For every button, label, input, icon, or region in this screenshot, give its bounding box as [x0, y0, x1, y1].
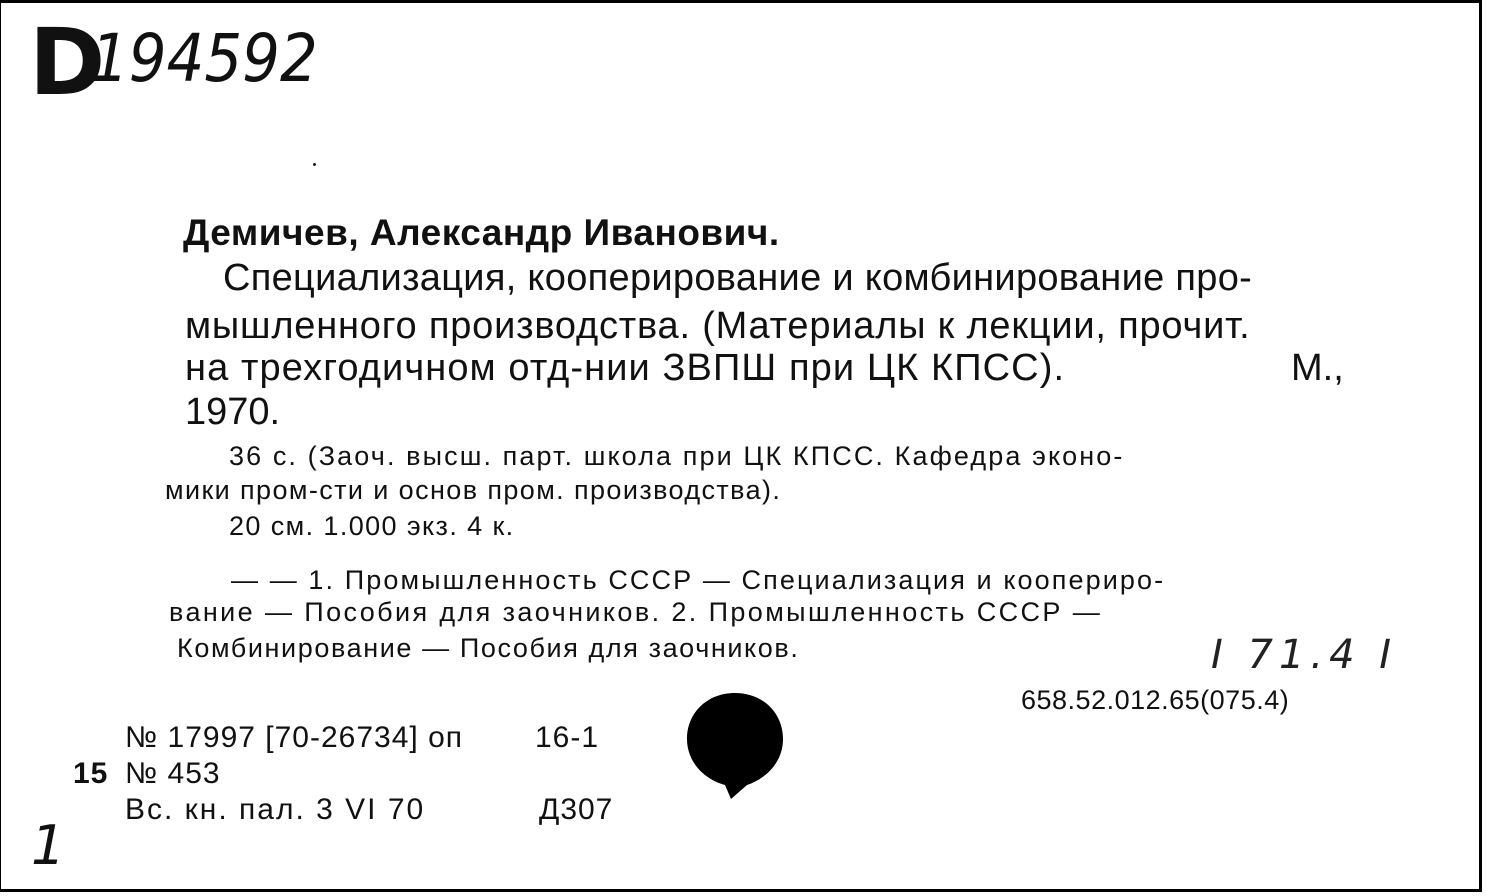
subject-line: — — 1. Промышленность СССР — Специализация и коопериро- — [231, 565, 1166, 595]
call-number: 194592 — [91, 20, 318, 97]
order-code: 16-1 — [535, 721, 600, 754]
card-count: 15 — [73, 757, 109, 790]
collation-line: мики пром-сти и основ пром. производства). — [165, 475, 782, 505]
order-number: № 17997 [70-26734] оп — [125, 721, 463, 754]
ink-speck — [313, 163, 316, 166]
subject-line: вание — Пособия для заочников. 2. Промышленность СССР — — [169, 597, 1103, 627]
title-line: на трехгодичном отд-нии ЗВПШ при ЦК КПСС). — [185, 347, 1066, 389]
call-number-letter: D — [29, 9, 104, 116]
chamber-record: Вс. кн. пал. 3 VI 70 — [125, 793, 426, 826]
handwritten-classification: I 71.4 I — [1211, 632, 1398, 678]
title-line: Специализация, кооперирование и комбинирование про- — [223, 257, 1253, 299]
publication-year: 1970. — [185, 391, 281, 433]
title-line: мышленного производства. (Материалы к лекции, прочит. — [185, 305, 1251, 347]
print-code: Д307 — [539, 793, 614, 826]
collation-line: 20 см. 1.000 экз. 4 к. — [229, 511, 515, 541]
ink-blot — [685, 689, 785, 801]
author-heading: Демичев, Александр Иванович. — [183, 212, 780, 253]
handwritten-corner-mark: 1 — [31, 814, 66, 877]
subject-line: Комбинирование — Пособия для заочников. — [177, 633, 800, 663]
card-number: № 453 — [125, 757, 221, 790]
udc-code: 658.52.012.65(075.4) — [1021, 685, 1290, 715]
publication-place: М., — [1291, 347, 1344, 389]
collation-line: 36 с. (Заоч. высш. парт. школа при ЦК КПСС. Кафедра эконо- — [229, 441, 1125, 471]
